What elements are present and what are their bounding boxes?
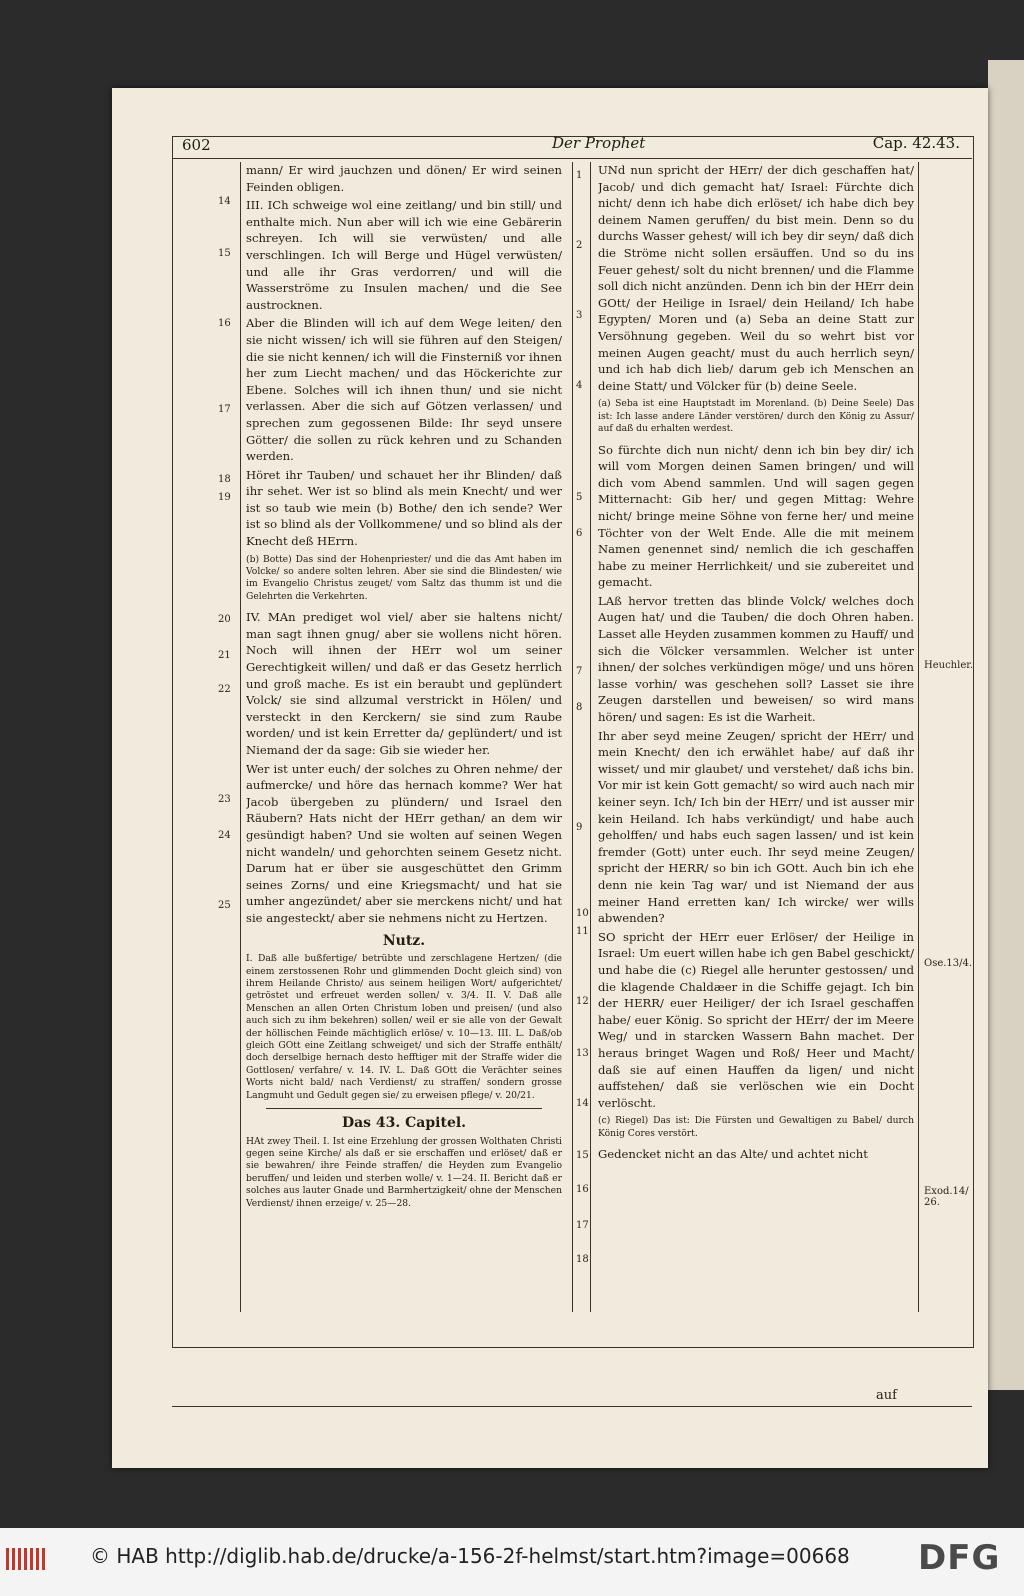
verse-number: 11 <box>576 926 589 937</box>
verse-number: 14 <box>576 1098 589 1109</box>
bottom-rule <box>172 1406 972 1407</box>
scripture-paragraph: LAß hervor tretten das blinde Volck/ welches doch Augen hat/ und die Tauben/ die doch Ohren haben. Lasset alle Heyden zusammen kommen zu Hauff/ und sich die Völcker versammlen. Welcher ist unter ihnen/ der solches verkündigen möge/ und uns hören lasse vorhin/ was geschehen soll? Lasset sie ihre Zeugen darstellen und beweisen/ so wird mans hören/ und sagen: Es ist die Warheit. <box>598 593 914 725</box>
nutz-heading: Nutz. <box>382 932 426 949</box>
column-rule-left-outer <box>240 162 241 1312</box>
section-divider <box>266 1108 542 1109</box>
scripture-paragraph: Wer ist unter euch/ der solches zu Ohren nehme/ der aufmercke/ und höre das hernach komme? Wer hat Jacob übergeben zu plündern/ und Israel den Räubern? Hats nicht der HErr gethan/ an dem wir gesündigt haben? Und sie wolten auf seinen Wegen nicht wandeln/ und gehorchten seinem Gesetz nicht. Darum hat er über sie ausgeschüttet den Grimm seines Zorns/ und eine Kriegsmacht/ und hat sie umher angezündet/ aber sie merckens nicht/ und hat sie angesteckt/ aber sie nehmens nicht zu Hertzen. <box>246 761 562 925</box>
verse-number: 15 <box>576 1150 589 1161</box>
verse-number: 24 <box>218 830 231 841</box>
verse-number: 16 <box>576 1184 589 1195</box>
verse-number: 3 <box>576 310 583 321</box>
chapter-heading: Das 43. Capitel. <box>341 1115 467 1132</box>
scripture-paragraph: Höret ihr Tauben/ und schauet her ihr Blinden/ daß ihr sehet. Wer ist so blind als mein Knecht/ und wer ist so taub wie mein (b) Bothe/ den ich sende? Wer ist so blind als der Vollkommene/ und so blind als der Knecht deß HErrn. <box>246 467 562 549</box>
source-url[interactable]: © HAB http://diglib.hab.de/drucke/a-156-2f-helmst/start.htm?image=00668 <box>90 1544 850 1568</box>
column-rule-right-outer <box>918 162 919 1312</box>
scripture-paragraph: So fürchte dich nun nicht/ denn ich bin bey dir/ ich will vom Morgen deinen Samen bringen/ und will dich vom Abend sammlen. Und will sagen gegen Mitternacht: Gib her/ und gegen Mittag: Wehre nicht/ bringe meine Söhne von ferne her/ und meine Töchter von der Welt Ende. Alle die mit meinem Namen genennet sind/ nemlich die ich geschaffen habe zu meiner Herrlichkeit/ und sie zubereitet und gemacht. <box>598 442 914 590</box>
verse-number: 18 <box>218 474 231 485</box>
verse-number: 2 <box>576 240 583 251</box>
verse-number: 19 <box>218 492 231 503</box>
right-verse-numbers <box>574 162 594 1312</box>
verse-number: 18 <box>576 1254 589 1265</box>
margin-note-ose: Ose.13/4. <box>924 958 973 969</box>
right-text-column <box>598 162 914 1312</box>
verse-number: 23 <box>218 794 231 805</box>
verse-number: 4 <box>576 380 583 391</box>
verse-number: 14 <box>218 196 231 207</box>
verse-number: 25 <box>218 900 231 911</box>
verse-number: 10 <box>576 908 589 919</box>
verse-number: 16 <box>218 318 231 329</box>
book-page <box>112 88 988 1468</box>
verse-number: 7 <box>576 666 583 677</box>
last-line: Gedencket nicht an das Alte/ und achtet nicht <box>598 1147 868 1162</box>
left-text-column <box>246 162 562 1312</box>
margin-note-heuchler: Heuchler. <box>924 660 974 671</box>
left-verse-numbers <box>216 162 236 1312</box>
margin-note-exod: Exod.14/ 26. <box>924 1186 969 1208</box>
page-header <box>182 132 972 158</box>
hab-logo-icon <box>6 1546 46 1572</box>
footnote-c: (c) Riegel) Das ist: Die Fürsten und Gewaltigen zu Babel/ durch König Cores verstört. <box>598 1115 914 1139</box>
adjacent-page-edge <box>988 60 1024 1390</box>
verse-number: 17 <box>218 404 231 415</box>
verse-number: 13 <box>576 1048 589 1059</box>
scripture-paragraph: mann/ Er wird jauchzen und dönen/ Er wird seinen Feinden obligen. <box>246 163 562 194</box>
catchword: auf <box>876 1388 897 1403</box>
verse-number: 21 <box>218 650 231 661</box>
scripture-paragraph: III. ICh schweige wol eine zeitlang/ und bin still/ und enthalte mich. Nun aber will ich wie eine Gebärerin schreyen. Ich will sie verwüsten/ und alle verschlingen. Ich will Berge und Hügel verwüsten/ und alle ihr Gras verdorren/ und will die Wasserströme zu Insulen machen/ und die See austrocknen. <box>246 198 562 312</box>
page-number: 602 <box>182 136 211 154</box>
column-rule-left-inner <box>572 162 573 1312</box>
verse-number: 15 <box>218 248 231 259</box>
footnotes-a-b: (a) Seba ist eine Hauptstadt im Morenland. (b) Deine Seele) Das ist: Ich lasse andere Länder verstören/ durch den König zu Assur/ auf daß du erhalten werdest. <box>598 398 914 435</box>
verse-number: 5 <box>576 492 583 503</box>
chapter-summary: HAt zwey Theil. I. Ist eine Erzehlung der grossen Wolthaten Christi gegen seine Kirche/ als daß er sie erschaffen und erlöset/ daß er sie bewahren/ ihre Feinde straffen/ die Heyden zum Evangelio beruffen/ und leiden und sterben wolle/ v. 1—24. II. Bericht daß er solches aus lauter Gnade und Barmhertzigkeit/ ohne der Menschen Verdienst/ ihnen erzeige/ v. 25—28. <box>246 1135 562 1209</box>
verse-number: 8 <box>576 702 583 713</box>
nutz-text: I. Daß alle bußfertige/ betrübte und zerschlagene Hertzen/ (die einem zerstossenen Rohr und glimmenden Docht gleich sind) von ihrem Heilande Christo/ aus seinem heiligen Wort/ aufgerichtet/ getröstet und erfreuet werden sollen/ v. 3/4. II. V. Daß alle Menschen an allen Orten Christum loben und preisen/ (und also auch sich zu ihm bekehren) sollen/ weil er sie alle von der Gewalt der höllischen Feinde mächtiglich erlöse/ v. 10—13. III. L. Daß/ob gleich GOtt eine Zeitlang schweiget/ und sich der Straffe enthält/ doch derselbige hernach desto hefftiger mit der Straffe wider die Gottlosen/ verfahre/ v. 14. IV. L. Daß GOtt die Verächter seines Worts nicht bald/ nach Verdienst/ zu straffen/ sondern grosse Langmuht und Gedult gegen sie/ zu erweisen pflege/ v. 20/21. <box>246 953 562 1101</box>
scripture-paragraph: UNd nun spricht der HErr/ der dich geschaffen hat/ Jacob/ und dich gemacht hat/ Israel: Fürchte dich nicht/ denn ich habe dich erlöset/ ich habe dich bey deinem Namen geruffen/ du bist mein. Denn so du durchs Wasser gehest/ will ich bey dir seyn/ daß dich die Ströme nicht sollen ersäuffen. Und so du ins Feuer gehest/ solt du nicht brennen/ und die Flamme soll dich nicht anzünden. Denn ich bin der HErr dein GOtt/ der Heilige in Israel/ dein Heiland/ Ich habe Egypten/ Moren und (a) Seba an deine Statt zur Versöhnung gegeben. Weil du so wehrt bist vor meinen Augen geacht/ must du auch herrlich seyn/ und ich hab dich lieb/ darum geb ich Menschen an deine Statt/ und Völcker für (b) deine Seele. <box>598 163 914 393</box>
verse-number: 20 <box>218 614 231 625</box>
verse-number: 6 <box>576 528 583 539</box>
verse-number: 9 <box>576 822 583 833</box>
running-head: Der Prophet <box>552 134 646 152</box>
dfg-logo: DFG <box>918 1538 1001 1578</box>
verse-number: 22 <box>218 684 231 695</box>
scripture-paragraph: Ihr aber seyd meine Zeugen/ spricht der HErr/ und mein Knecht/ den ich erwählet habe/ auf daß ihr wisset/ und mir glaubet/ und verstehet/ daß ichs bin. Vor mir ist kein Gott gemacht/ so wird auch nach mir keiner seyn. Ich/ Ich bin der HErr/ und ist ausser mir kein Heiland. Ich habs verkündigt/ und habe auch geholffen/ und habs euch sagen lassen/ und ist kein fremder (Gott) unter euch. Ihr seyd meine Zeugen/ spricht der HERR/ so bin ich GOtt. Auch bin ich ehe denn nie kein Tag war/ und ist Niemand der aus meiner Hand erretten kan/ Ich wircke/ wer wills abwenden? <box>598 728 914 926</box>
scripture-paragraph: Aber die Blinden will ich auf dem Wege leiten/ den sie nicht wissen/ ich will sie führen auf den Steigen/ die sie nicht kennen/ ich will die Finsterniß vor ihnen her zum Liecht machen/ und das Höckerichte zur Ebene. Solches will ich ihnen thun/ und sie nicht verlassen. Aber die sich auf Götzen verlassen/ und sprechen zum gegossenen Bilde: Ihr seyd unsere Götter/ die sollen zu rück kehren und zu Schanden werden. <box>246 316 562 464</box>
chapter-reference: Cap. 42.43. <box>872 134 960 152</box>
footnote-b: (b) Botte) Das sind der Hohenpriester/ und die das Amt haben im Volcke/ so andere solten lehren. Aber sie sind die Blindesten/ wie im Evangelio Christus zeuget/ vom Saltz das thumm ist und die Gelehrten die Verkehrten. <box>246 553 562 602</box>
verse-number: 1 <box>576 170 583 181</box>
header-rule <box>172 158 972 159</box>
verse-number: 17 <box>576 1220 589 1231</box>
scripture-paragraph: IV. MAn prediget wol viel/ aber sie haltens nicht/ man sagt ihnen gnug/ aber sie wollens nicht hören. Noch will ihnen der HErr wol um seiner Gerechtigkeit willen/ und daß er das Gesetz herrlich und groß mache. Es ist ein beraubt und geplündert Volck/ sie sind allzumal verstrickt in Hölen/ und versteckt in den Kerckern/ sie sind zum Raube worden/ und ist kein Erretter da/ geplündert/ und ist Niemand der da sage: Gib sie wieder her. <box>246 610 562 758</box>
scripture-paragraph: SO spricht der HErr euer Erlöser/ der Heilige in Israel: Um euert willen habe ich gen Babel geschickt/ und habe die (c) Riegel alle herunter gestossen/ und die klagende Chaldæer in die Schiffe gejagt. Ich bin der HERR/ euer Heiliger/ der ich Israel geschaffen habe/ euer König. So spricht der HErr/ der im Meere Weg/ und in starcken Wassern Bahn machet. Der heraus bringet Wagen und Roß/ Heer und Macht/ daß sie auf einen Hauffen da ligen/ und nicht auffstehen/ daß sie verlöschen wie ein Docht verlöscht. <box>598 929 914 1110</box>
verse-number: 12 <box>576 996 589 1007</box>
